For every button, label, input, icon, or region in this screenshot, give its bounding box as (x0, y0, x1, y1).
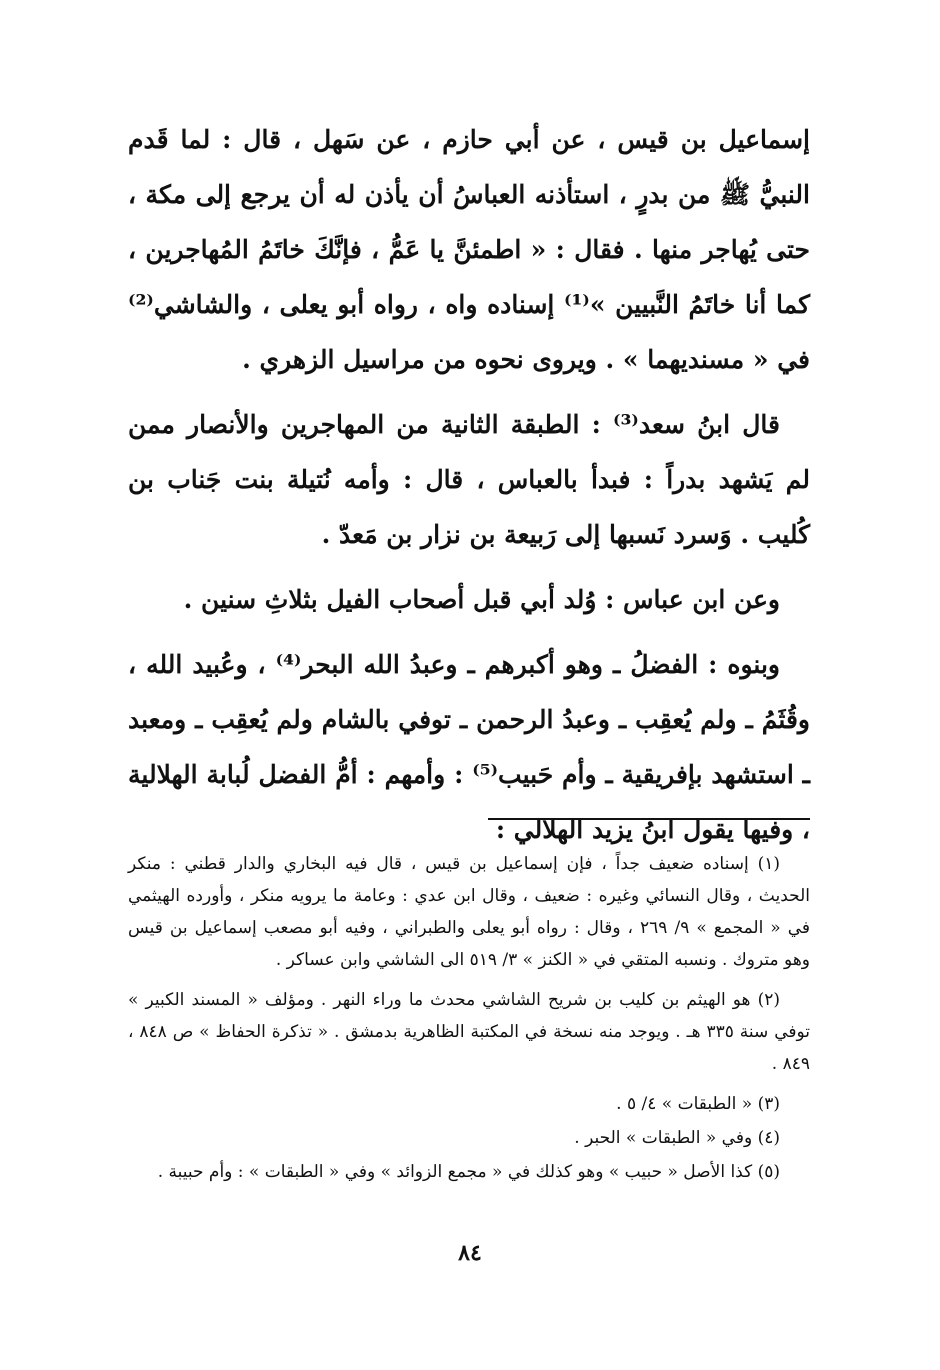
footnote-4: (٤) وفي « الطبقات » الحبر . (574, 1128, 780, 1148)
paragraph-hadith: إسماعيل بن قيس ، عن أبي حازم ، عن سَهل ، قال : لما قَدم النبيُّ ﷺ من بدرٍ ، استأذنه العباسُ أن يأذن له أن يرجع إلى مكة ، حتى يُهاجر منها . فقال : « اطمئنَّ يا عَمُّ ، فإنَّكَ خاتَمُ المُهاجرين ، كما أنا خاتَمُ النَّبيين »⁽¹⁾ إسناده واه ، رواه أبو يعلى ، والشاشي⁽²⁾ في « مسنديهما » . ويروى نحوه من مراسيل الزهري . (128, 125, 810, 374)
paragraph-birth: وعن ابن عباس : وُلد أبي قبل أصحاب الفيل بثلاثِ سنين . (183, 585, 780, 614)
footnote-1: (١) إسناده ضعيف جداً ، فإن إسماعيل بن قيس ، قال فيه البخاري والدار قطني : منكر الحديث ، وقال النسائي وغيره : ضعيف ، وقال ابن عدي : وعامة ما يرويه منكر ، وأورده الهيثمي في « المجمع » ٩/ ٢٦٩ ، وقال : رواه أبو يعلى والطبراني ، وفيه أبو مصعب إسماعيل بن قيس وهو متروك . ونسبه المتقي في « الكنز » ٣/ ٥١٩ الى الشاشي وابن عساكر . (128, 854, 810, 970)
page-number: ٨٤ (458, 1240, 482, 1266)
paragraph-sons: وبنوه : الفضلُ ـ وهو أكبرهم ـ وعبدُ الله البحر⁽⁴⁾ ، وعُبيد الله ، وقُثَمُ ـ ولم يُعقِب ـ وعبدُ الرحمن ـ توفي بالشام ولم يُعقِب ـ ومعبد ـ استشهد بإفريقية ـ وأم حَبيب⁽⁵⁾ : وأمهم : أمُّ الفضل لُبابة الهلالية ، وفيها يقول ابنُ يزيد الهلالي : (128, 650, 810, 844)
footnotes (128, 848, 810, 1190)
footnote-5: (٥) كذا الأصل « حبيب » وهو كذلك في « مجمع الزوائد » وفي « الطبقات » : وأم حبيبة . (157, 1162, 780, 1182)
main-text (128, 112, 810, 867)
footnote-3: (٣) « الطبقات » ٤/ ٥ . (616, 1094, 780, 1114)
footnote-divider (488, 818, 810, 820)
footnote-2: (٢) هو الهيثم بن كليب بن شريح الشاشي محدث ما وراء النهر . ومؤلف « المسند الكبير » توفي سنة ٣٣٥ هـ . ويوجد منه نسخة في المكتبة الظاهرية بدمشق . « تذكرة الحفاظ » ص ٨٤٨ ، ٨٤٩ . (128, 990, 811, 1074)
paragraph-ibn-saad: قال ابنُ سعد⁽³⁾ : الطبقة الثانية من المهاجرين والأنصار ممن لم يَشهد بدراً : فبدأ بالعباس ، قال : وأمه نُتيلة بنت جَناب بن كُليب . وَسرد نَسبها إلى رَبيعة بن نزار بن مَعدّ . (128, 410, 810, 549)
